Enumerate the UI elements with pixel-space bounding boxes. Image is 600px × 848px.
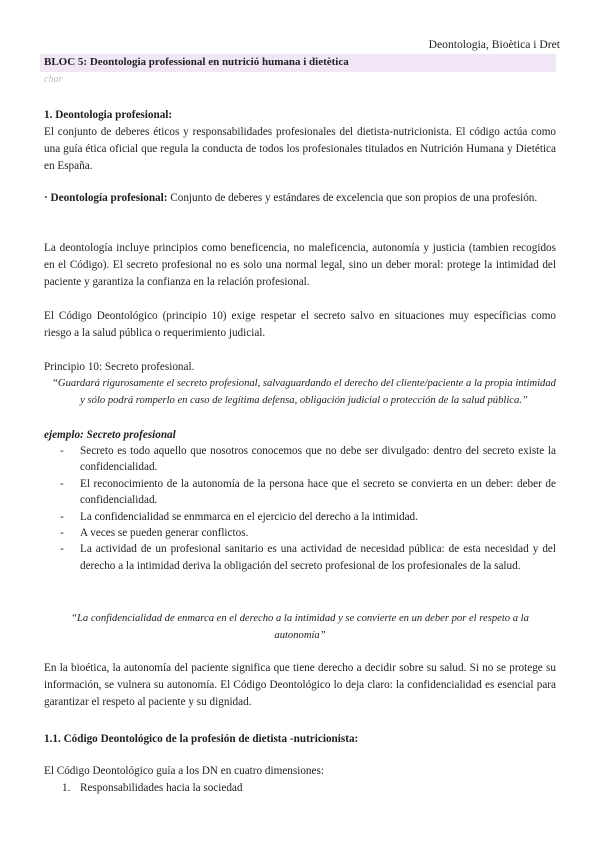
list-item: - La actividad de un profesional sanitario es una actividad de necesidad pública: de esta necesidad y del derecho a la intimidad deriva la obligación del secreto profesional de los profesionales de la salud.: [60, 543, 556, 572]
intro-paragraph: El conjunto de deberes éticos y responsabilidades profesionales del dietista-nutricionista. El código actúa como una guía ética oficial que regula la conducta de todos los profesionales titulados en Nutrición Humana y Dietética en España.: [44, 126, 556, 173]
autonomy-quote: “La confidencialidad de enmarca en el derecho a la intimidad y se convierte en un deber por el respeto a la autonomía”: [71, 613, 529, 642]
list-item: [62, 780, 556, 797]
list-item: - Secreto es todo aquello que nosotros conocemos que no debe ser divulgado: dentro del secreto existe la confidencialidad.: [60, 445, 556, 474]
example-bullet-list: [44, 443, 556, 574]
definition-paragraph: [44, 190, 556, 207]
example-heading: ejemplo: Secreto profesional: [44, 429, 176, 441]
bioethics-paragraph: En la bioética, la autonomía del paciente significa que tiene derecho a decidir sobre su salud. Si no se protege su información, se vulnera su autonomía. El Código Deontológico lo deja claro: la confidencialidad es esencial para garantizar el respeto al paciente y su dignidad.: [44, 662, 556, 709]
list-item-text: La confidencialidad se enmmarca en el ejercicio del derecho a la intimidad.: [80, 510, 418, 523]
list-item: - El reconocimiento de la autonomía de la persona hace que el secreto se convierta en un deber: deber de confidencialidad.: [60, 477, 556, 507]
list-item-text: A veces se pueden generar conflictos.: [80, 527, 249, 540]
running-header: Deontologia, Bioètica i Dret: [428, 38, 560, 51]
list-number: 1.: [62, 782, 71, 794]
definition-term: · Deontología profesional:: [44, 192, 168, 204]
bloc-title: BLOC 5: Deontologia professional en nutrició humana i dietètica: [44, 56, 349, 68]
dimensions-list: [62, 780, 556, 797]
subsection-intro: El Código Deontológico guía a los DN en cuatro dimensiones:: [44, 765, 324, 777]
section-heading: 1. Deontologia profesional:: [44, 109, 173, 121]
list-item-text: La actividad de un profesional sanitario es una actividad de necesidad pública: de esta necesidad y del derecho a la intimidad deriva la obligación del secreto profesional de los profesionales de la salud.: [80, 543, 556, 572]
list-item-text: El reconocimiento de la autonomía de la persona hace que el secreto se convierta en un deber: deber de confidencialidad.: [80, 477, 556, 507]
principle-label: Principio 10: Secreto profesional.: [44, 361, 195, 373]
list-item: - La confidencialidad se enmmarca en el ejercicio del derecho a la intimidad.: [60, 510, 418, 523]
faint-label: char: [44, 74, 63, 85]
list-item: - A veces se pueden generar conflictos.: [60, 527, 249, 540]
list-item-text: Secreto es todo aquello que nosotros conocemos que no debe ser divulgado: dentro del secreto existe la confidencialidad.: [80, 445, 556, 474]
list-item-text: Responsabilidades hacia la sociedad: [80, 782, 243, 794]
definition-text: Conjunto de deberes y estándares de excelencia que son propios de una profesión.: [167, 192, 538, 204]
subsection-heading: 1.1. Código Deontológico de la profesión de dietista -nutricionista:: [44, 733, 359, 745]
principle-quote: “Guardará rigurosamente el secreto profesional, salvaguardando el derecho del cliente/paciente a la propia intimidad y sólo podrá romperlo en caso de legítima defensa, obligación judicial o protección de la salud pública.”: [52, 378, 556, 407]
deontology-paragraph: La deontología incluye principios como beneficencia, no maleficencia, autonomía y justicia (tambien recogidos en el Código). El secreto profesional no es solo una normal legal, sino un deber moral: protege la intimidad del paciente y garantiza la confianza en la relación profesional.: [44, 242, 556, 289]
code-paragraph: El Código Deontológico (principio 10) exige respetar el secreto salvo en situaciones muy específicias como riesgo a la salud pública o requerimiento judicial.: [44, 310, 556, 340]
